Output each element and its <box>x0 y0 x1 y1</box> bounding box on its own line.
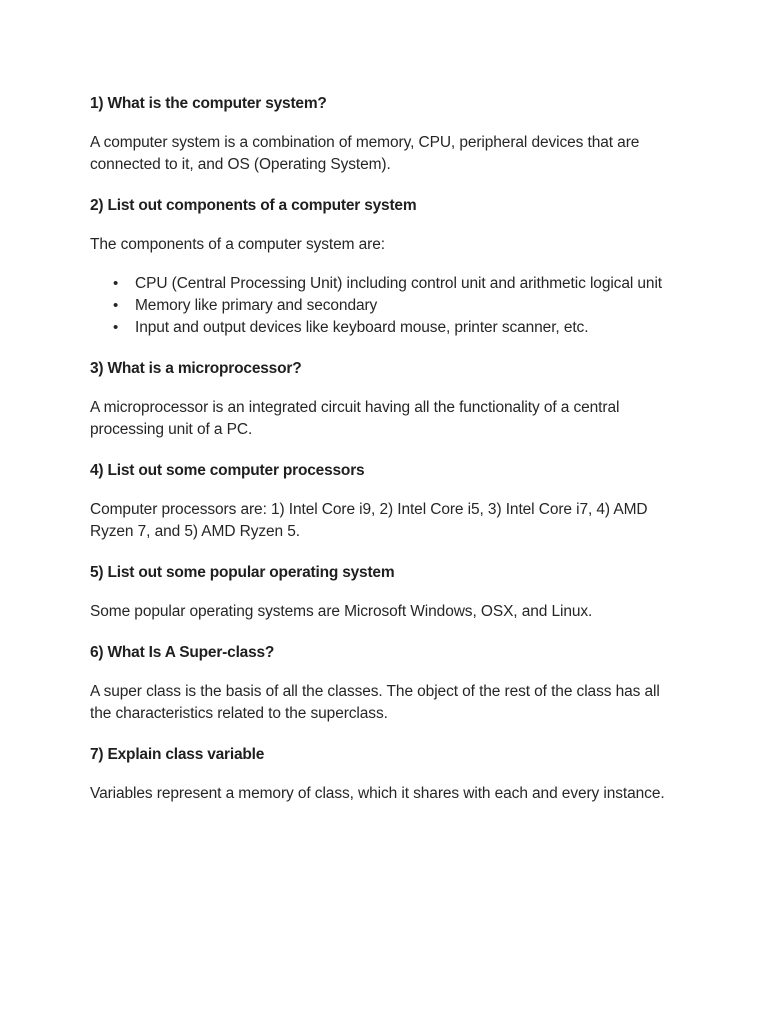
bullet-icon: • <box>113 297 119 314</box>
answer-2: The components of a computer system are: <box>90 236 385 253</box>
list-item-text: CPU (Central Processing Unit) including control unit and arithmetic logical unit <box>135 275 662 292</box>
question-heading-7: 7) Explain class variable <box>90 746 265 763</box>
list-item-text: Memory like primary and secondary <box>135 297 378 314</box>
answer-7: Variables represent a memory of class, which it shares with each and every instance. <box>90 785 665 802</box>
question-heading-1: 1) What is the computer system? <box>90 95 327 112</box>
answer-4: Computer processors are: 1) Intel Core i9, 2) Intel Core i5, 3) Intel Core i7, 4) AMD Ryzen 7, and 5) AMD Ryzen 5. <box>90 501 648 540</box>
bullet-icon: • <box>113 319 119 336</box>
question-heading-3: 3) What is a microprocessor? <box>90 360 302 377</box>
list-item <box>113 317 680 339</box>
answer-3: A microprocessor is an integrated circuit having all the functionality of a central processing unit of a PC. <box>90 399 620 438</box>
components-list <box>90 273 680 339</box>
question-heading-6: 6) What Is A Super-class? <box>90 644 275 661</box>
answer-6: A super class is the basis of all the classes. The object of the rest of the class has all the characteristics related to the superclass. <box>90 683 660 722</box>
list-item-text: Input and output devices like keyboard mouse, printer scanner, etc. <box>135 319 589 336</box>
question-heading-5: 5) List out some popular operating system <box>90 564 395 581</box>
list-item <box>113 295 680 317</box>
bullet-icon: • <box>113 275 119 292</box>
list-item <box>113 273 680 295</box>
answer-1: A computer system is a combination of memory, CPU, peripheral devices that are connected to it, and OS (Operating System). <box>90 134 640 173</box>
answer-5: Some popular operating systems are Microsoft Windows, OSX, and Linux. <box>90 603 593 620</box>
question-heading-4: 4) List out some computer processors <box>90 462 365 479</box>
question-heading-2: 2) List out components of a computer system <box>90 197 417 214</box>
document-page <box>90 93 680 805</box>
